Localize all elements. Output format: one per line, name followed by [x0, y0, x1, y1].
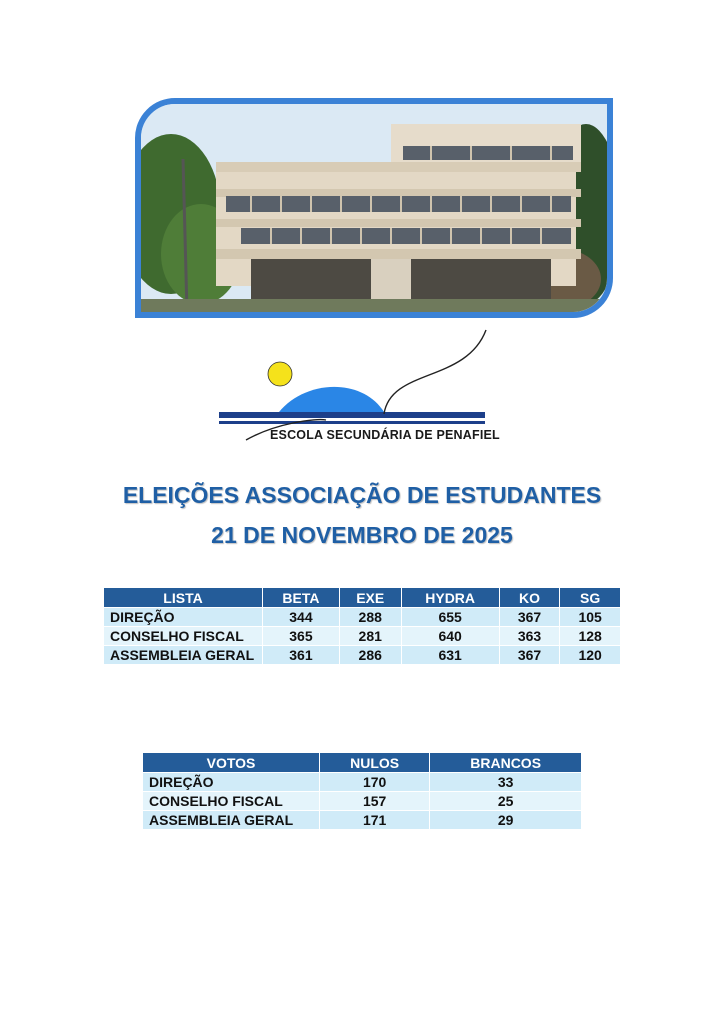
table-cell: 281: [339, 627, 401, 646]
column-header: BRANCOS: [430, 753, 582, 773]
row-label: CONSELHO FISCAL: [143, 792, 320, 811]
table-cell: 288: [339, 608, 401, 627]
table-cell: 171: [320, 811, 430, 830]
table-cell: 365: [263, 627, 340, 646]
table-cell: 344: [263, 608, 340, 627]
row-label: CONSELHO FISCAL: [104, 627, 263, 646]
table-cell: 631: [401, 646, 499, 665]
table-cell: 363: [499, 627, 560, 646]
school-building-photo: [135, 98, 613, 318]
table-header-row: [143, 753, 582, 773]
table-row: [143, 773, 582, 792]
table-row: [143, 811, 582, 830]
table-cell: 120: [560, 646, 621, 665]
table-cell: 170: [320, 773, 430, 792]
column-header: SG: [560, 588, 621, 608]
table-cell: 128: [560, 627, 621, 646]
table-cell: 655: [401, 608, 499, 627]
table-row: [104, 608, 621, 627]
table-header-row: [104, 588, 621, 608]
column-header: BETA: [263, 588, 340, 608]
column-header: EXE: [339, 588, 401, 608]
results-table: [103, 587, 621, 665]
table-cell: 105: [560, 608, 621, 627]
row-label: ASSEMBLEIA GERAL: [104, 646, 263, 665]
table-row: [104, 627, 621, 646]
page-subtitle-date: 21 DE NOVEMBRO DE 2025: [211, 522, 513, 548]
column-header: HYDRA: [401, 588, 499, 608]
votes-table: [142, 752, 582, 830]
table-cell: 29: [430, 811, 582, 830]
logo-text: ESCOLA SECUNDÁRIA DE PENAFIEL: [270, 428, 500, 442]
table-cell: 640: [401, 627, 499, 646]
table-cell: 33: [430, 773, 582, 792]
table-cell: 367: [499, 646, 560, 665]
row-label: ASSEMBLEIA GERAL: [143, 811, 320, 830]
column-header: VOTOS: [143, 753, 320, 773]
column-header: KO: [499, 588, 560, 608]
table-row: [143, 792, 582, 811]
page-title: ELEIÇÕES ASSOCIAÇÃO DE ESTUDANTES: [122, 482, 602, 508]
column-header: NULOS: [320, 753, 430, 773]
table-row: [104, 646, 621, 665]
table-cell: 361: [263, 646, 340, 665]
row-label: DIREÇÃO: [104, 608, 263, 627]
table-cell: 25: [430, 792, 582, 811]
row-label: DIREÇÃO: [143, 773, 320, 792]
table-cell: 157: [320, 792, 430, 811]
table-cell: 286: [339, 646, 401, 665]
table-cell: 367: [499, 608, 560, 627]
column-header: LISTA: [104, 588, 263, 608]
